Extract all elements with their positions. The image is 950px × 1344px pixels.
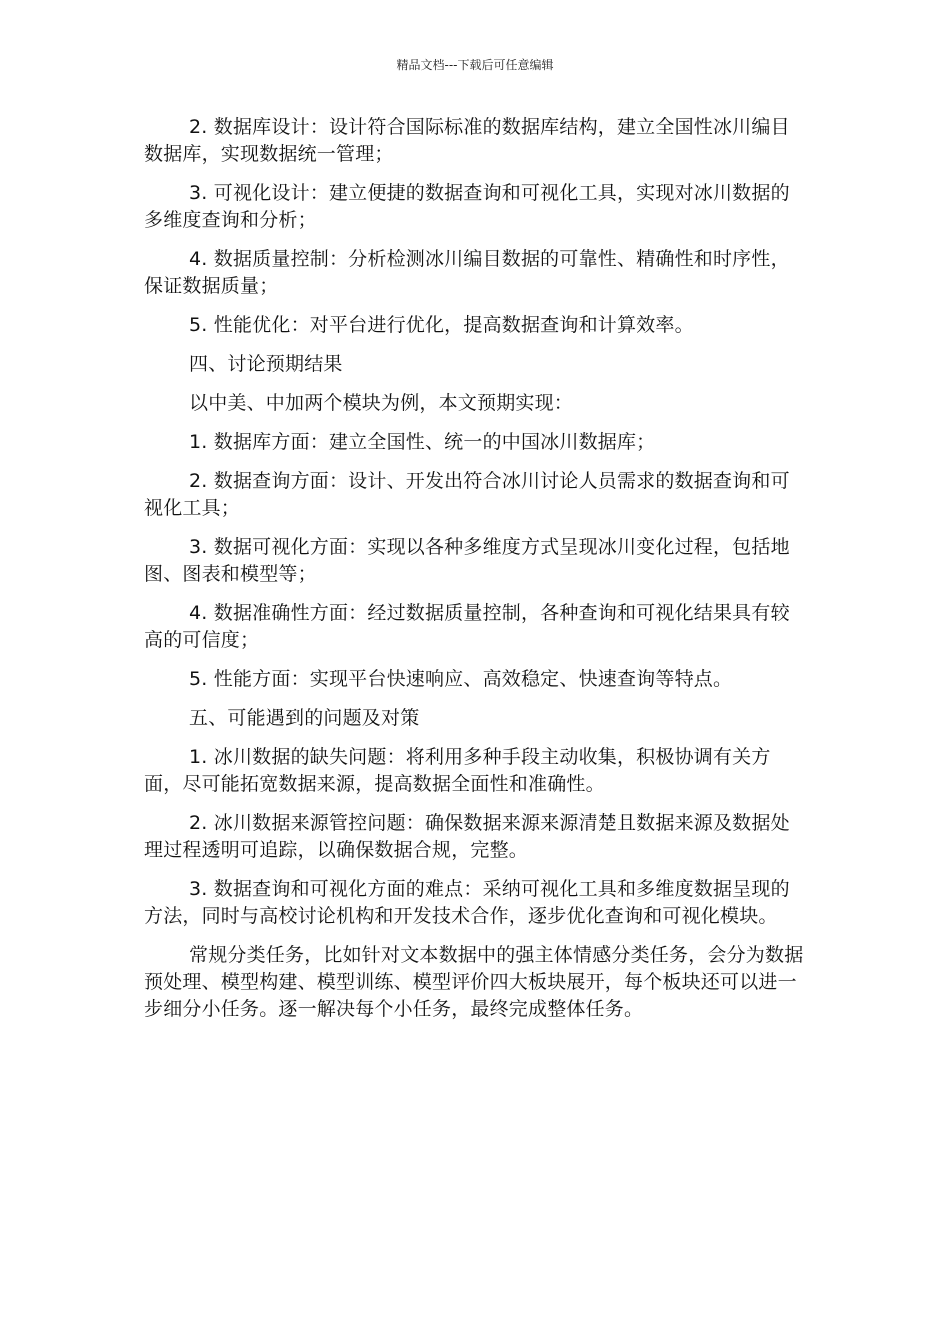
paragraph-expected-intro: 以中美、中加两个模块为例，本文预期实现： <box>189 392 574 414</box>
paragraph-classification-task: 常规分类任务，比如针对文本数据中的强主体情感分类任务，会分为数据预处理、模型构建、模型训练、模型评价四大板块展开，每个板块还可以进一步细分小任务。逐一解决每个小任务，最终完成整体任务。 <box>144 944 804 1020</box>
paragraph-expected-performance: 5. 性能方面：实现平台快速响应、高效稳定、快速查询等特点。 <box>189 668 733 690</box>
paragraph-problem-missing-data: 1. 冰川数据的缺失问题：将利用多种手段主动收集，积极协调有关方面，尽可能拓宽数据来源，提高数据全面性和准确性。 <box>144 746 771 795</box>
section-heading-problems: 五、可能遇到的问题及对策 <box>189 707 420 729</box>
paragraph-expected-query: 2. 数据查询方面：设计、开发出符合冰川讨论人员需求的数据查询和可视化工具； <box>144 470 790 519</box>
paragraph-quality-control: 4. 数据质量控制：分析检测冰川编目数据的可靠性、精确性和时序性，保证数据质量； <box>144 248 790 297</box>
paragraph-performance-optimization: 5. 性能优化：对平台进行优化，提高数据查询和计算效率。 <box>189 314 694 336</box>
paragraph-problem-source-control: 2. 冰川数据来源管控问题：确保数据来源来源清楚且数据来源及数据处理过程透明可追踪，以确保数据合规，完整。 <box>144 812 790 861</box>
paragraph-database-design: 2. 数据库设计：设计符合国际标准的数据库结构，建立全国性冰川编目数据库，实现数据统一管理； <box>144 116 790 165</box>
document-body <box>144 114 804 1035</box>
paragraph-expected-database: 1. 数据库方面：建立全国性、统一的中国冰川数据库； <box>189 431 656 453</box>
section-heading-expected-results: 四、讨论预期结果 <box>189 353 343 375</box>
paragraph-problem-query-visualization: 3. 数据查询和可视化方面的难点：采纳可视化工具和多维度数据呈现的方法，同时与高校讨论机构和开发技术合作，逐步优化查询和可视化模块。 <box>144 878 790 927</box>
page-header: 精品文档---下载后可任意编辑 <box>396 58 554 72</box>
paragraph-expected-visualization: 3. 数据可视化方面：实现以各种多维度方式呈现冰川变化过程，包括地图、图表和模型等； <box>144 536 790 585</box>
paragraph-expected-accuracy: 4. 数据准确性方面：经过数据质量控制，各种查询和可视化结果具有较高的可信度； <box>144 602 790 651</box>
paragraph-visualization-design: 3. 可视化设计：建立便捷的数据查询和可视化工具，实现对冰川数据的多维度查询和分析； <box>144 182 790 231</box>
